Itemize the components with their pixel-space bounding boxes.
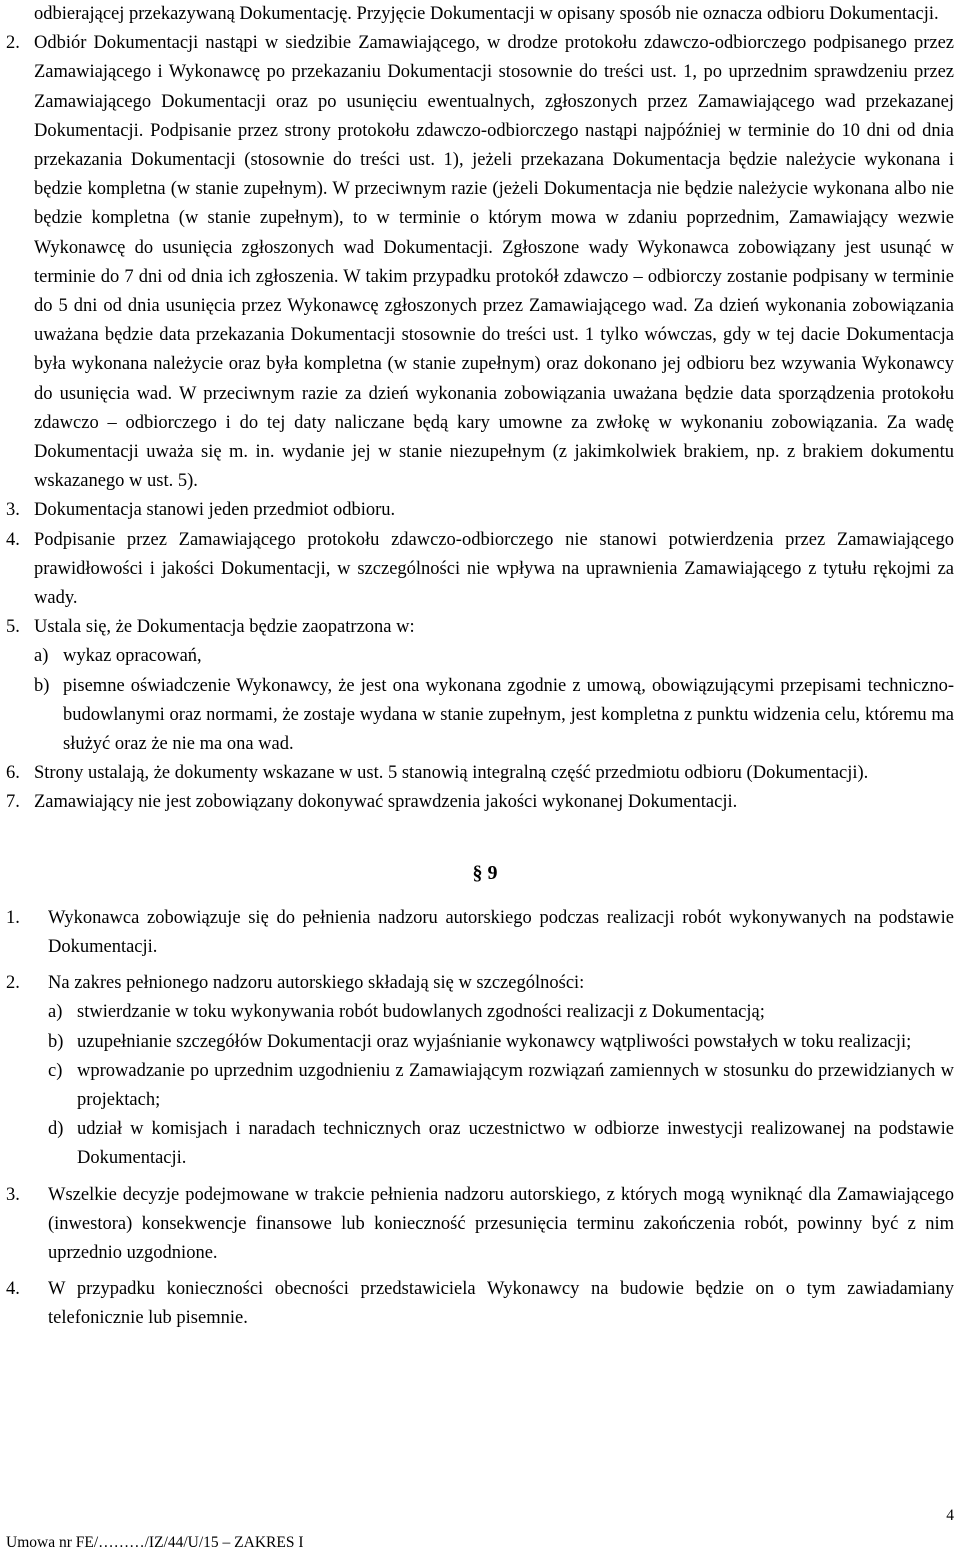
sub-item-letter: a)	[34, 646, 49, 667]
item-text: Podpisanie przez Zamawiającego protokołu zdawczo-odbiorczego nie stanowi potwierdzenia przez Zamawiającego prawidłowości i jakości Dokumentacji, w szczególności nie wpływa na uprawnienia Zamawiającego z tytułu rękojmi za wady.	[34, 529, 954, 609]
item-number: 5.	[6, 617, 20, 638]
item-text: Na zakres pełnionego nadzoru autorskiego składają się w szczególności:	[48, 973, 585, 994]
sub-item-letter: d)	[48, 1119, 64, 1140]
list-item	[6, 1275, 954, 1333]
page-number: 4	[946, 1507, 954, 1524]
list-item	[6, 904, 954, 962]
list-item	[6, 613, 954, 759]
item-number: 3.	[6, 500, 20, 521]
list-item	[6, 788, 954, 817]
sub-item	[48, 1028, 954, 1057]
item-number: 2.	[6, 973, 20, 994]
sub-item-letter: b)	[48, 1031, 64, 1052]
item-text: Wszelkie decyzje podejmowane w trakcie pełnienia nadzoru autorskiego, z których mogą wyniknąć dla Zamawiającego (inwestora) konsekwencje finansowe lub konieczność przesunięcia terminu zakończenia robót, powinny być z nim uprzednio uzgodnione.	[48, 1184, 954, 1263]
sub-item-text: wprowadzanie po uprzednim uzgodnieniu z Zamawiającym rozwiązań zamiennych w stosunku do przewidzianych w projektach;	[77, 1060, 954, 1110]
document-page	[6, 0, 954, 1334]
item-number: 6.	[6, 763, 20, 784]
list-item	[6, 969, 954, 1173]
item-text: Wykonawca zobowiązuje się do pełnienia nadzoru autorskiego podczas realizacji robót wykonywanych na podstawie Dokumentacji.	[48, 907, 954, 957]
item-number: 3.	[6, 1184, 20, 1205]
item-number: 4.	[6, 529, 20, 550]
list-item	[6, 759, 954, 788]
item-text: Ustala się, że Dokumentacja będzie zaopatrzona w:	[34, 617, 415, 638]
list-items	[6, 29, 954, 817]
sub-item	[48, 998, 954, 1027]
item-text: Zamawiający nie jest zobowiązany dokonywać sprawdzenia jakości wykonanej Dokumentacji.	[34, 792, 738, 813]
item-text: Odbiór Dokumentacji nastąpi w siedzibie Zamawiającego, w drodze protokołu zdawczo-odbiorczego podpisanego przez Zamawiającego i Wykonawcę po przekazaniu Dokumentacji stosownie do treści ust. 1, po uprzednim sprawdzeniu przez Zamawiającego Dokumentacji oraz po usunięciu ewentualnych, zgłoszonych przez Zamawiającego wad przekazanej Dokumentacji. Podpisanie przez strony protokołu zdawczo-odbiorczego nastąpi najpóźniej w terminie do 10 dni od dnia przekazania Dokumentacji (stosownie do treści ust. 1), jeżeli przekazana Dokumentacja będzie należycie wykonana i będzie kompletna (w stanie zupełnym). W przeciwnym razie (jeżeli Dokumentacja nie będzie należycie wykonana albo nie będzie kompletna (w stanie zupełnym), to w terminie o którym mowa w zdaniu poprzednim, Zamawiający wezwie Wykonawcę do usunięcia zgłoszonych wad Dokumentacji. Zgłoszone wady Wykonawca zobowiązany jest usunąć w terminie do 7 dni od dnia ich zgłoszenia. W takim przypadku protokół zdawczo – odbiorczy zostanie podpisany w terminie do 5 dni od dnia usunięcia przez Wykonawcę zgłoszonych przez Zamawiającego wad. Za dzień wykonania zobowiązania uważana będzie data przekazania Dokumentacji stosownie do treści ust. 1 tylko wówczas, gdy w tej dacie Dokumentacja była wykonana należycie oraz była kompletna (w stanie zupełnym) oraz dokonano jej odbioru bez wzywania Wykonawcy do usunięcia wad. W przeciwnym razie za dzień wykonania zobowiązania uważana będzie data sporządzenia protokołu zdawczo – odbiorczego i do tej daty naliczane będą kary umowne za zwłokę w wykonaniu zobowiązania. Za wadę Dokumentacji uważa się m. in. wydanie jej w stanie niezupełnym (z jakimkolwiek brakiem, np. z brakiem dokumentu wskazanego w ust. 5).	[34, 33, 954, 492]
sub-item-letter: b)	[34, 675, 50, 696]
sub-item-letter: a)	[48, 1002, 63, 1023]
item-text: Dokumentacja stanowi jeden przedmiot odbioru.	[34, 500, 396, 521]
sub-item-text: uzupełnianie szczegółów Dokumentacji oraz wyjaśnianie wykonawcy wątpliwości powstałych w toku realizacji;	[77, 1031, 912, 1052]
sub-item-text: pisemne oświadczenie Wykonawcy, że jest ona wykonana zgodnie z umową, obowiązującymi przepisami techniczno-budowlanymi oraz normami, że zostaje wydana w stanie zupełnym, jest kompletna z punktu widzenia celu, któremu ma służyć oraz że nie ma ona wad.	[63, 675, 954, 755]
footer-contract-ref: Umowa nr FE/………/IZ/44/U/15 – ZAKRES I	[6, 1534, 304, 1551]
sub-item	[48, 1115, 954, 1173]
sub-item-text: wykaz opracowań,	[63, 646, 202, 667]
item-text: Strony ustalają, że dokumenty wskazane w ust. 5 stanowią integralną część przedmiotu odbioru (Dokumentacji).	[34, 763, 869, 784]
section-heading: § 9	[472, 861, 498, 884]
list-item	[6, 526, 954, 614]
sub-item	[48, 1057, 954, 1115]
item-number: 4.	[6, 1279, 20, 1300]
item-number: 2.	[6, 33, 20, 54]
item-number: 1.	[6, 907, 20, 928]
intro-paragraph: odbierającej przekazywaną Dokumentację. Przyjęcie Dokumentacji w opisany sposób nie oznacza odbioru Dokumentacji.	[34, 4, 939, 24]
list-item	[6, 29, 954, 496]
sub-item	[34, 642, 954, 671]
sub-item-letter: c)	[48, 1060, 63, 1081]
list-item	[6, 496, 954, 525]
sub-item-text: stwierdzanie w toku wykonywania robót budowlanych zgodności realizacji z Dokumentacją;	[77, 1002, 765, 1023]
item-text: W przypadku konieczności obecności przedstawiciela Wykonawcy na budowie będzie on o tym zawiadamiany telefonicznie lub pisemnie.	[48, 1279, 954, 1329]
list-item	[6, 1181, 954, 1269]
sub-item-text: udział w komisjach i naradach technicznych oraz uczestnictwo w odbiorze inwestycji realizowanej na podstawie Dokumentacji.	[77, 1119, 954, 1169]
sub-item	[34, 672, 954, 760]
section9-items	[6, 904, 954, 1334]
item-number: 7.	[6, 792, 20, 813]
